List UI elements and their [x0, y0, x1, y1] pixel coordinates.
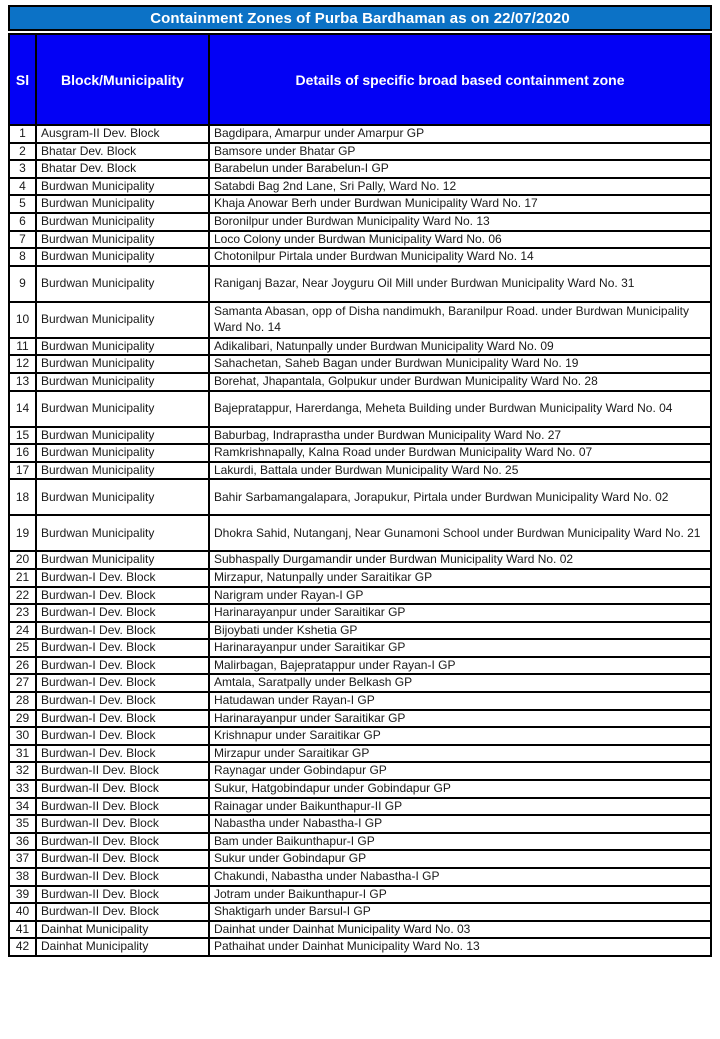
details-cell: Amtala, Saratpally under Belkash GP	[209, 674, 711, 692]
details-cell: Baburbag, Indraprastha under Burdwan Municipality Ward No. 27	[209, 427, 711, 445]
block-cell: Bhatar Dev. Block	[36, 160, 209, 178]
details-cell: Samanta Abasan, opp of Disha nandimukh, Baranilpur Road. under Burdwan Municipality Ward No. 14	[209, 302, 711, 338]
col-header-details: Details of specific broad based containment zone	[209, 34, 711, 125]
block-cell: Burdwan Municipality	[36, 515, 209, 551]
table-row	[9, 266, 711, 302]
block-cell: Burdwan Municipality	[36, 479, 209, 515]
details-cell: Pathaihat under Dainhat Municipality Ward No. 13	[209, 938, 711, 956]
details-cell: Bam under Baikunthapur-I GP	[209, 833, 711, 851]
sl-cell: 10	[9, 302, 36, 338]
sl-cell: 36	[9, 833, 36, 851]
block-cell: Burdwan-II Dev. Block	[36, 815, 209, 833]
sl-cell: 30	[9, 727, 36, 745]
table-row	[9, 604, 711, 622]
details-cell: Sukur, Hatgobindapur under Gobindapur GP	[209, 780, 711, 798]
details-cell: Borehat, Jhapantala, Golpukur under Burdwan Municipality Ward No. 28	[209, 373, 711, 391]
details-cell: Bajepratappur, Harerdanga, Meheta Building under Burdwan Municipality Ward No. 04	[209, 391, 711, 427]
sl-cell: 33	[9, 780, 36, 798]
sl-cell: 21	[9, 569, 36, 587]
details-cell: Subhaspally Durgamandir under Burdwan Municipality Ward No. 02	[209, 551, 711, 569]
report-title: Containment Zones of Purba Bardhaman as on 22/07/2020	[150, 9, 570, 27]
details-cell: Harinarayanpur under Saraitikar GP	[209, 639, 711, 657]
details-cell: Sahachetan, Saheb Bagan under Burdwan Municipality Ward No. 19	[209, 355, 711, 373]
table-body	[9, 125, 711, 956]
table-row	[9, 815, 711, 833]
report-title-bar	[8, 5, 712, 31]
block-cell: Burdwan Municipality	[36, 338, 209, 356]
block-cell: Burdwan-II Dev. Block	[36, 850, 209, 868]
block-cell: Burdwan Municipality	[36, 302, 209, 338]
table-row	[9, 427, 711, 445]
table-row	[9, 355, 711, 373]
table-header	[9, 34, 711, 125]
table-row	[9, 938, 711, 956]
block-cell: Burdwan Municipality	[36, 231, 209, 249]
table-row	[9, 622, 711, 640]
details-cell: Harinarayanpur under Saraitikar GP	[209, 604, 711, 622]
details-cell: Raniganj Bazar, Near Joyguru Oil Mill under Burdwan Municipality Ward No. 31	[209, 266, 711, 302]
details-cell: Barabelun under Barabelun-I GP	[209, 160, 711, 178]
table-row	[9, 213, 711, 231]
block-cell: Burdwan-I Dev. Block	[36, 639, 209, 657]
details-cell: Bijoybati under Kshetia GP	[209, 622, 711, 640]
table-row	[9, 160, 711, 178]
table-row	[9, 674, 711, 692]
details-cell: Sukur under Gobindapur GP	[209, 850, 711, 868]
details-cell: Adikalibari, Natunpally under Burdwan Municipality Ward No. 09	[209, 338, 711, 356]
sl-cell: 2	[9, 143, 36, 161]
sl-cell: 31	[9, 745, 36, 763]
sl-cell: 26	[9, 657, 36, 675]
table-row	[9, 639, 711, 657]
block-cell: Burdwan-I Dev. Block	[36, 604, 209, 622]
sl-cell: 28	[9, 692, 36, 710]
details-cell: Malirbagan, Bajepratappur under Rayan-I GP	[209, 657, 711, 675]
details-cell: Chakundi, Nabastha under Nabastha-I GP	[209, 868, 711, 886]
block-cell: Bhatar Dev. Block	[36, 143, 209, 161]
sl-cell: 16	[9, 444, 36, 462]
sl-cell: 17	[9, 462, 36, 480]
table-row	[9, 727, 711, 745]
table-row	[9, 338, 711, 356]
col-header-block-municipality: Block/Municipality	[36, 34, 209, 125]
block-cell: Burdwan Municipality	[36, 391, 209, 427]
details-cell: Krishnapur under Saraitikar GP	[209, 727, 711, 745]
block-cell: Burdwan-I Dev. Block	[36, 674, 209, 692]
details-cell: Chotonilpur Pirtala under Burdwan Municipality Ward No. 14	[209, 248, 711, 266]
sl-cell: 25	[9, 639, 36, 657]
details-cell: Bagdipara, Amarpur under Amarpur GP	[209, 125, 711, 143]
sl-cell: 38	[9, 868, 36, 886]
table-row	[9, 178, 711, 196]
sl-cell: 41	[9, 921, 36, 939]
block-cell: Burdwan-II Dev. Block	[36, 798, 209, 816]
table-row	[9, 462, 711, 480]
block-cell: Burdwan-I Dev. Block	[36, 692, 209, 710]
table-row	[9, 373, 711, 391]
block-cell: Burdwan Municipality	[36, 444, 209, 462]
details-cell: Rainagar under Baikunthapur-II GP	[209, 798, 711, 816]
table-row	[9, 143, 711, 161]
sl-cell: 14	[9, 391, 36, 427]
block-cell: Ausgram-II Dev. Block	[36, 125, 209, 143]
table-row	[9, 798, 711, 816]
details-cell: Mirzapur under Saraitikar GP	[209, 745, 711, 763]
block-cell: Burdwan-II Dev. Block	[36, 780, 209, 798]
sl-cell: 6	[9, 213, 36, 231]
block-cell: Burdwan-II Dev. Block	[36, 868, 209, 886]
block-cell: Burdwan-I Dev. Block	[36, 727, 209, 745]
sl-cell: 32	[9, 762, 36, 780]
details-cell: Mirzapur, Natunpally under Saraitikar GP	[209, 569, 711, 587]
block-cell: Dainhat Municipality	[36, 921, 209, 939]
details-cell: Khaja Anowar Berh under Burdwan Municipality Ward No. 17	[209, 195, 711, 213]
sl-cell: 42	[9, 938, 36, 956]
table-row	[9, 195, 711, 213]
header-row	[9, 34, 711, 125]
details-cell: Bamsore under Bhatar GP	[209, 143, 711, 161]
table-row	[9, 833, 711, 851]
sl-cell: 8	[9, 248, 36, 266]
block-cell: Burdwan-I Dev. Block	[36, 587, 209, 605]
table-row	[9, 692, 711, 710]
block-cell: Burdwan-II Dev. Block	[36, 762, 209, 780]
details-cell: Nabastha under Nabastha-I GP	[209, 815, 711, 833]
details-cell: Hatudawan under Rayan-I GP	[209, 692, 711, 710]
sl-cell: 20	[9, 551, 36, 569]
details-cell: Boronilpur under Burdwan Municipality Ward No. 13	[209, 213, 711, 231]
table-row	[9, 231, 711, 249]
sl-cell: 40	[9, 903, 36, 921]
sl-cell: 4	[9, 178, 36, 196]
block-cell: Burdwan Municipality	[36, 355, 209, 373]
details-cell: Dhokra Sahid, Nutanganj, Near Gunamoni School under Burdwan Municipality Ward No. 21	[209, 515, 711, 551]
details-cell: Dainhat under Dainhat Municipality Ward No. 03	[209, 921, 711, 939]
sl-cell: 22	[9, 587, 36, 605]
details-cell: Ramkrishnapally, Kalna Road under Burdwan Municipality Ward No. 07	[209, 444, 711, 462]
details-cell: Narigram under Rayan-I GP	[209, 587, 711, 605]
sl-cell: 29	[9, 710, 36, 728]
sl-cell: 23	[9, 604, 36, 622]
table-row	[9, 125, 711, 143]
block-cell: Burdwan-I Dev. Block	[36, 745, 209, 763]
block-cell: Burdwan-II Dev. Block	[36, 903, 209, 921]
details-cell: Lakurdi, Battala under Burdwan Municipality Ward No. 25	[209, 462, 711, 480]
col-header-sl: Sl	[9, 34, 36, 125]
sl-cell: 18	[9, 479, 36, 515]
table-row	[9, 886, 711, 904]
table-row	[9, 710, 711, 728]
block-cell: Burdwan Municipality	[36, 373, 209, 391]
details-cell: Satabdi Bag 2nd Lane, Sri Pally, Ward No. 12	[209, 178, 711, 196]
sl-cell: 39	[9, 886, 36, 904]
block-cell: Burdwan Municipality	[36, 248, 209, 266]
table-row	[9, 745, 711, 763]
block-cell: Dainhat Municipality	[36, 938, 209, 956]
containment-zones-table	[8, 33, 712, 957]
sl-cell: 12	[9, 355, 36, 373]
block-cell: Burdwan-I Dev. Block	[36, 622, 209, 640]
block-cell: Burdwan Municipality	[36, 462, 209, 480]
block-cell: Burdwan Municipality	[36, 195, 209, 213]
sl-cell: 13	[9, 373, 36, 391]
table-row	[9, 391, 711, 427]
table-row	[9, 850, 711, 868]
sl-cell: 9	[9, 266, 36, 302]
table-row	[9, 515, 711, 551]
details-cell: Raynagar under Gobindapur GP	[209, 762, 711, 780]
block-cell: Burdwan Municipality	[36, 551, 209, 569]
block-cell: Burdwan Municipality	[36, 427, 209, 445]
table-row	[9, 762, 711, 780]
sl-cell: 34	[9, 798, 36, 816]
sl-cell: 24	[9, 622, 36, 640]
sl-cell: 3	[9, 160, 36, 178]
block-cell: Burdwan-II Dev. Block	[36, 833, 209, 851]
table-row	[9, 780, 711, 798]
table-row	[9, 921, 711, 939]
sl-cell: 11	[9, 338, 36, 356]
block-cell: Burdwan Municipality	[36, 213, 209, 231]
table-row	[9, 248, 711, 266]
details-cell: Loco Colony under Burdwan Municipality Ward No. 06	[209, 231, 711, 249]
sl-cell: 19	[9, 515, 36, 551]
table-row	[9, 903, 711, 921]
sl-cell: 7	[9, 231, 36, 249]
table-row	[9, 302, 711, 338]
sl-cell: 35	[9, 815, 36, 833]
block-cell: Burdwan Municipality	[36, 178, 209, 196]
block-cell: Burdwan-I Dev. Block	[36, 710, 209, 728]
block-cell: Burdwan-I Dev. Block	[36, 569, 209, 587]
table-row	[9, 657, 711, 675]
details-cell: Jotram under Baikunthapur-I GP	[209, 886, 711, 904]
table-row	[9, 551, 711, 569]
sl-cell: 27	[9, 674, 36, 692]
block-cell: Burdwan Municipality	[36, 266, 209, 302]
table-row	[9, 587, 711, 605]
table-row	[9, 569, 711, 587]
sl-cell: 37	[9, 850, 36, 868]
sl-cell: 5	[9, 195, 36, 213]
table-row	[9, 479, 711, 515]
block-cell: Burdwan-II Dev. Block	[36, 886, 209, 904]
details-cell: Shaktigarh under Barsul-I GP	[209, 903, 711, 921]
block-cell: Burdwan-I Dev. Block	[36, 657, 209, 675]
details-cell: Bahir Sarbamangalapara, Jorapukur, Pirtala under Burdwan Municipality Ward No. 02	[209, 479, 711, 515]
table-row	[9, 444, 711, 462]
details-cell: Harinarayanpur under Saraitikar GP	[209, 710, 711, 728]
sl-cell: 15	[9, 427, 36, 445]
sl-cell: 1	[9, 125, 36, 143]
table-row	[9, 868, 711, 886]
